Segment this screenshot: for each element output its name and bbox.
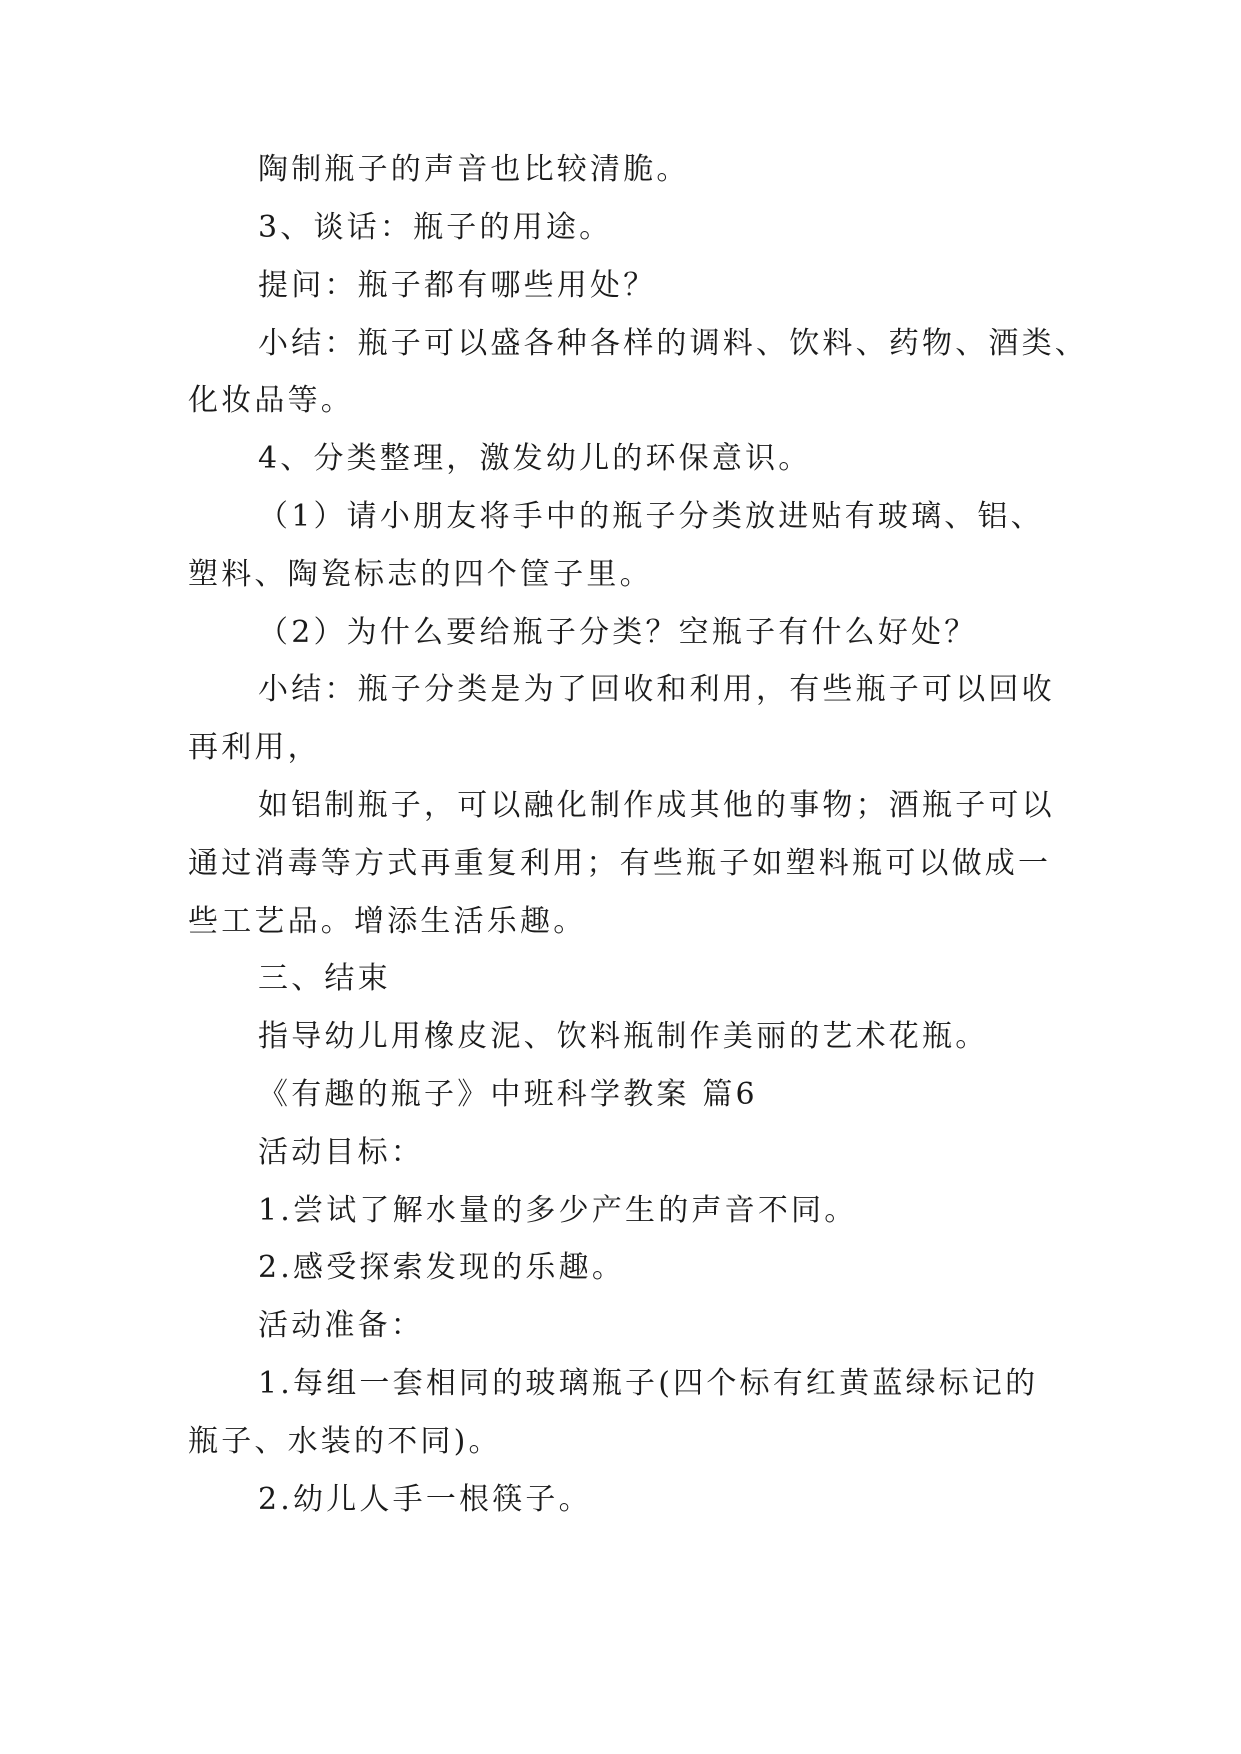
text-line: 提问：瓶子都有哪些用处？: [258, 268, 657, 303]
text-line: 1.尝试了解水量的多少产生的声音不同。: [258, 1193, 858, 1228]
text-line: 2.幼儿人手一根筷子。: [258, 1482, 592, 1517]
text-line: 再利用，: [188, 730, 321, 765]
document-title: 《有趣的瓶子》中班科学教案 篇6: [258, 1077, 758, 1112]
text-line: 小结：瓶子可以盛各种各样的调料、饮料、药物、酒类、: [258, 326, 1088, 361]
section-heading: 活动准备：: [258, 1308, 424, 1343]
text-line: 瓶子、水装的不同)。: [188, 1424, 502, 1459]
text-line: 小结：瓶子分类是为了回收和利用，有些瓶子可以回收: [258, 672, 1055, 707]
text-line: 4、分类整理，激发幼儿的环保意识。: [258, 441, 812, 476]
text-line: （2）为什么要给瓶子分类？空瓶子有什么好处？: [258, 615, 978, 650]
text-line: 2.感受探索发现的乐趣。: [258, 1250, 626, 1285]
text-line: 1.每组一套相同的玻璃瓶子(四个标有红黄蓝绿标记的: [258, 1366, 1039, 1401]
text-line: 3、谈话：瓶子的用途。: [258, 210, 613, 245]
text-line: 通过消毒等方式再重复利用；有些瓶子如塑料瓶可以做成一: [188, 846, 1052, 881]
text-line: （1）请小朋友将手中的瓶子分类放进贴有玻璃、铝、: [258, 499, 1044, 534]
section-heading: 三、结束: [258, 961, 391, 996]
text-line: 指导幼儿用橡皮泥、饮料瓶制作美丽的艺术花瓶。: [258, 1019, 989, 1054]
section-heading: 活动目标：: [258, 1135, 424, 1170]
text-line: 陶制瓶子的声音也比较清脆。: [258, 152, 690, 187]
text-line: 塑料、陶瓷标志的四个筐子里。: [188, 557, 653, 592]
text-line: 些工艺品。增添生活乐趣。: [188, 904, 587, 939]
text-line: 如铝制瓶子，可以融化制作成其他的事物；酒瓶子可以: [258, 788, 1055, 823]
text-line: 化妆品等。: [188, 383, 354, 418]
